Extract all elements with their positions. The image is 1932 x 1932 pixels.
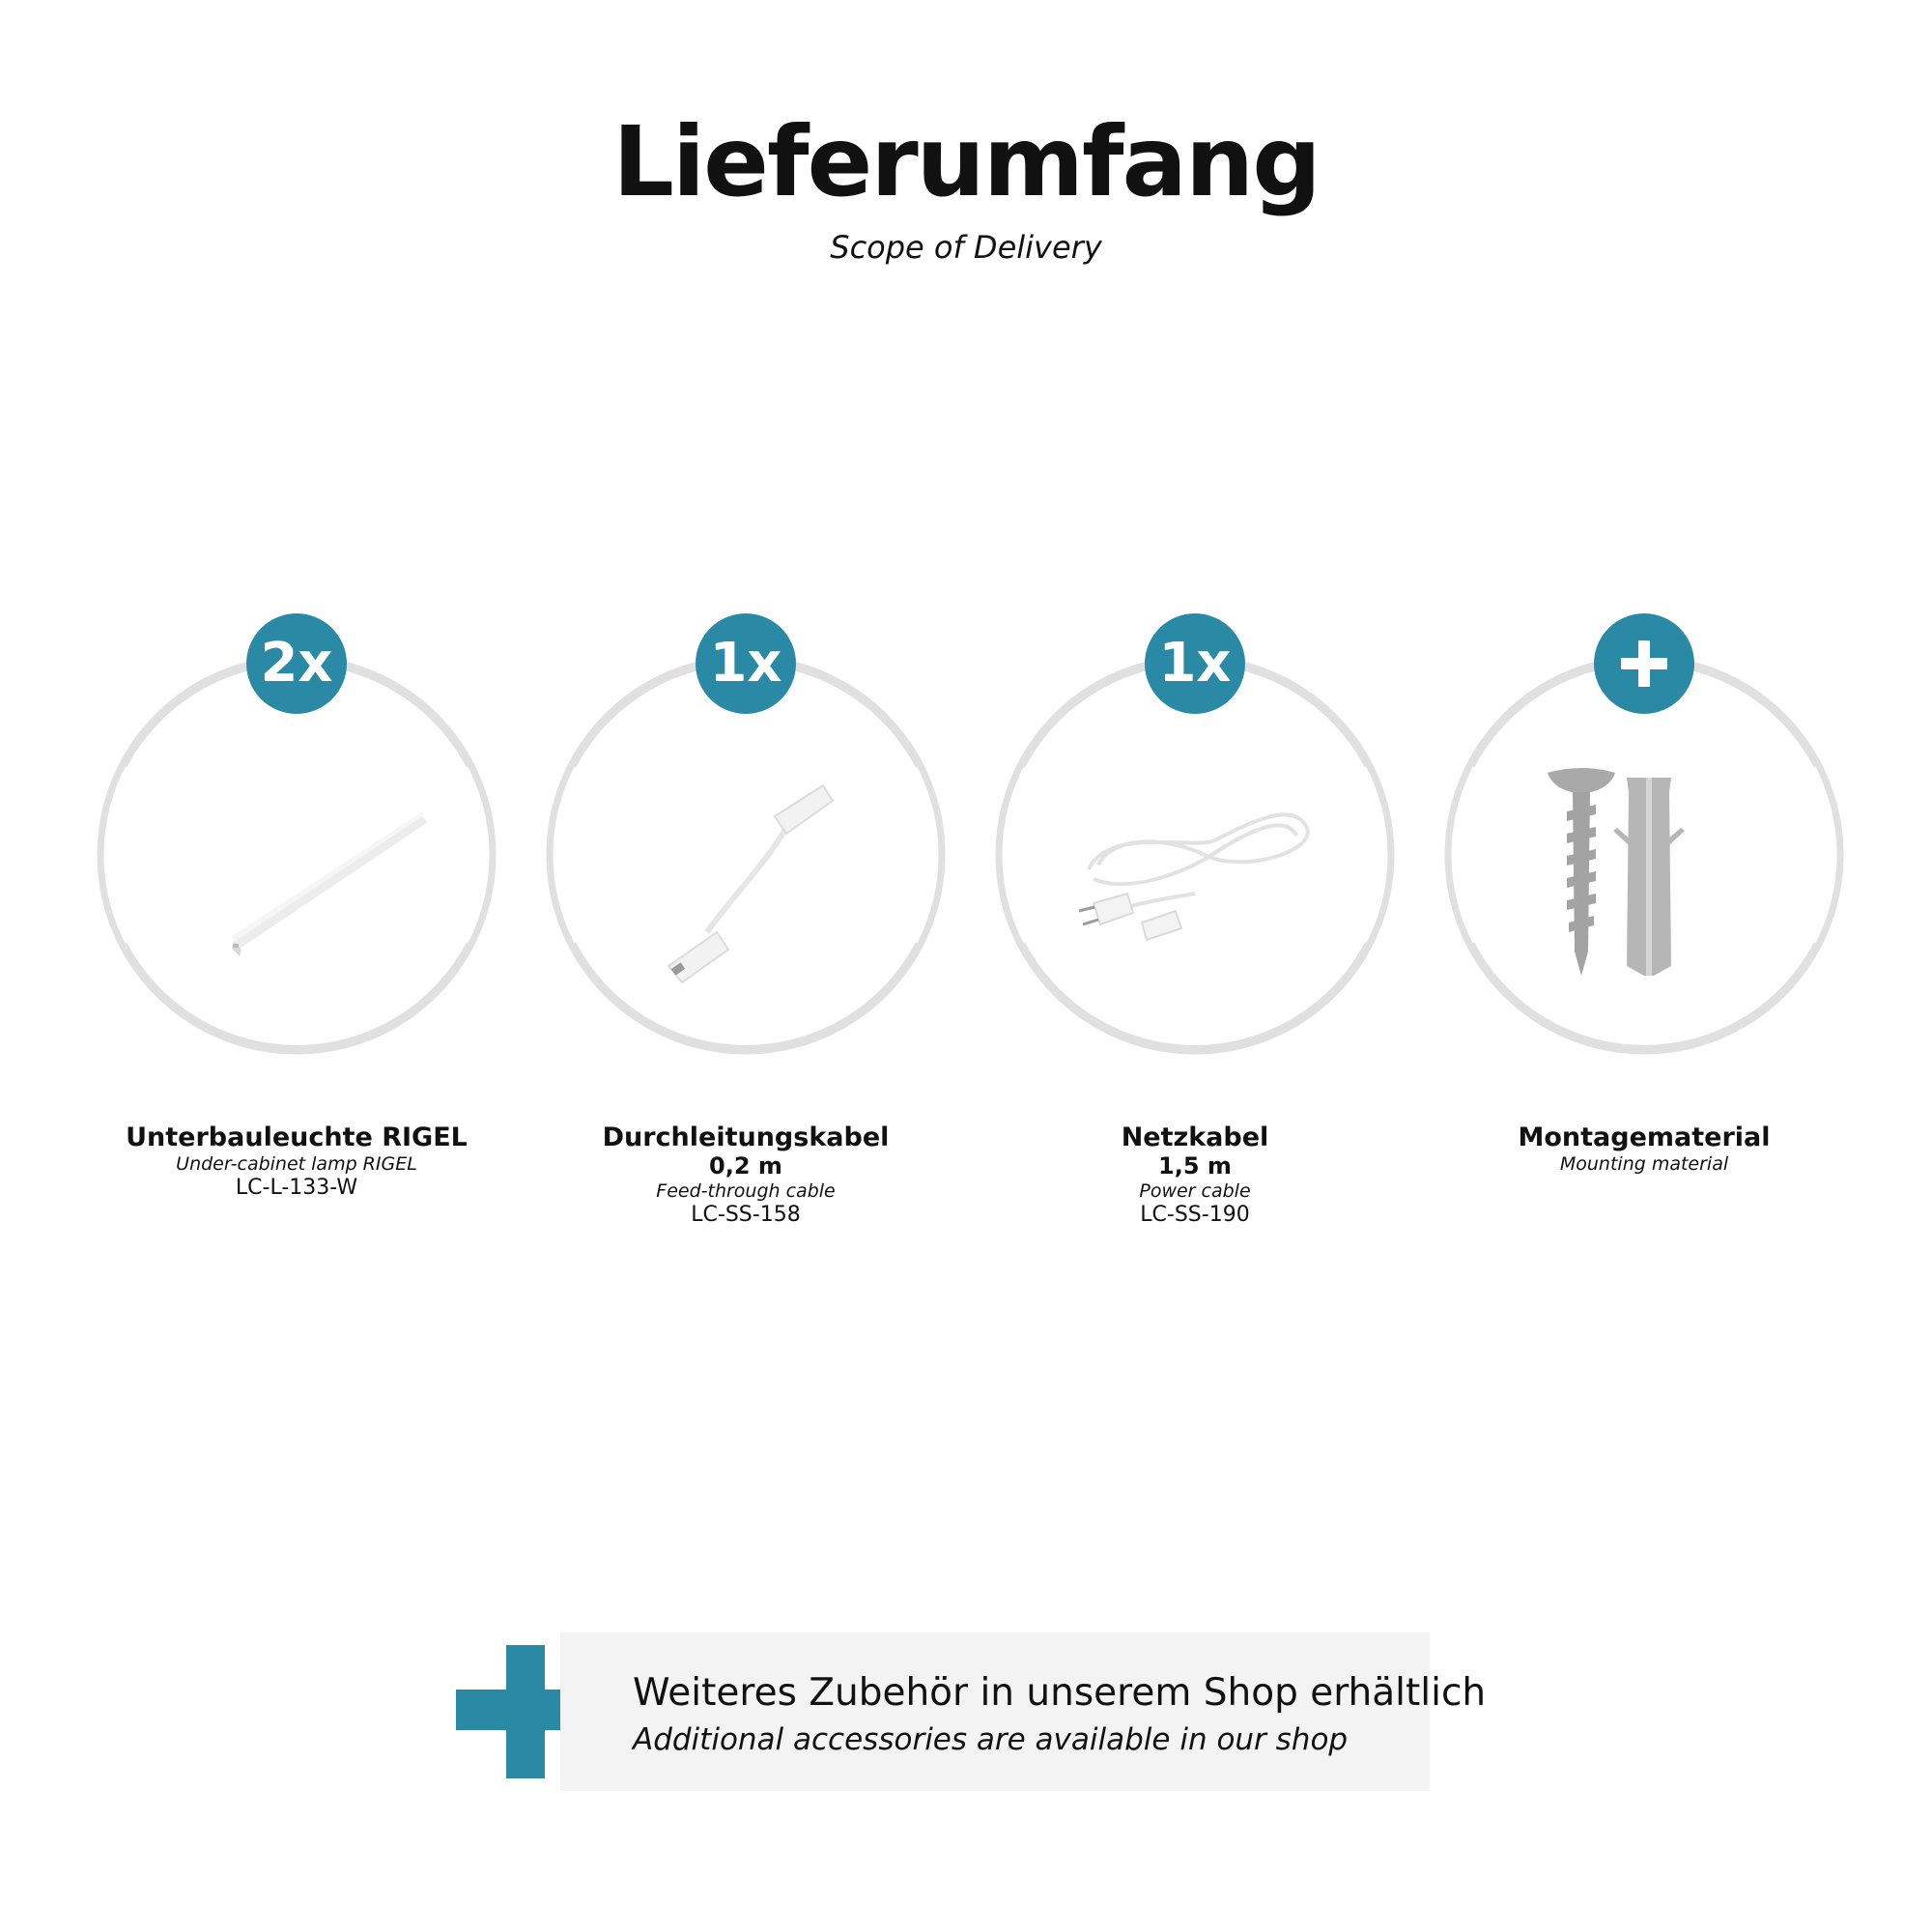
accessories-banner [560, 1633, 1487, 1791]
item-caption [84, 1122, 509, 1201]
plus-icon [1615, 635, 1673, 693]
item-name-en: Feed-through cable [656, 1180, 836, 1202]
page-title: Lieferumfang [612, 105, 1320, 218]
delivery-item-power-cable [982, 613, 1407, 1251]
item-code: LC-L-133-W [235, 1176, 358, 1200]
item-name: Montagematerial [1518, 1122, 1771, 1152]
item-code: LC-SS-190 [1140, 1203, 1250, 1227]
quantity-badge: 1x [1145, 613, 1245, 714]
item-length: 1,5 m [1158, 1152, 1232, 1179]
power-cable-icon [1050, 758, 1340, 1009]
delivery-item-feed-through-cable [533, 613, 958, 1251]
quantity-badge: 2x [246, 613, 347, 714]
quantity-badge: 1x [696, 613, 796, 714]
item-code: LC-SS-158 [691, 1203, 801, 1227]
item-caption [533, 1122, 958, 1228]
item-name: Unterbauleuchte RIGEL [126, 1122, 468, 1152]
item-name-en: Mounting material [1559, 1153, 1729, 1175]
item-length: 0,2 m [709, 1152, 782, 1179]
delivery-item-mounting-material [1432, 613, 1857, 1251]
item-name-en: Power cable [1139, 1180, 1251, 1202]
under-cabinet-lamp-icon [152, 758, 441, 1009]
item-name: Durchleitungskabel [602, 1122, 890, 1152]
screw-and-dowel-icon [1499, 758, 1789, 1009]
item-caption [982, 1122, 1407, 1228]
item-name-en: Under-cabinet lamp RIGEL [176, 1153, 417, 1175]
promo-text-de: Weiteres Zubehör in unserem Shop erhältlich [633, 1671, 1487, 1715]
feed-through-cable-icon [601, 758, 891, 1009]
plus-badge [1594, 613, 1694, 714]
page-subtitle: Scope of Delivery [830, 229, 1102, 266]
item-name: Netzkabel [1121, 1122, 1269, 1152]
promo-text-en: Additional accessories are available in our shop [633, 1722, 1349, 1757]
delivery-item-lamp [84, 613, 509, 1251]
item-caption [1432, 1122, 1857, 1176]
